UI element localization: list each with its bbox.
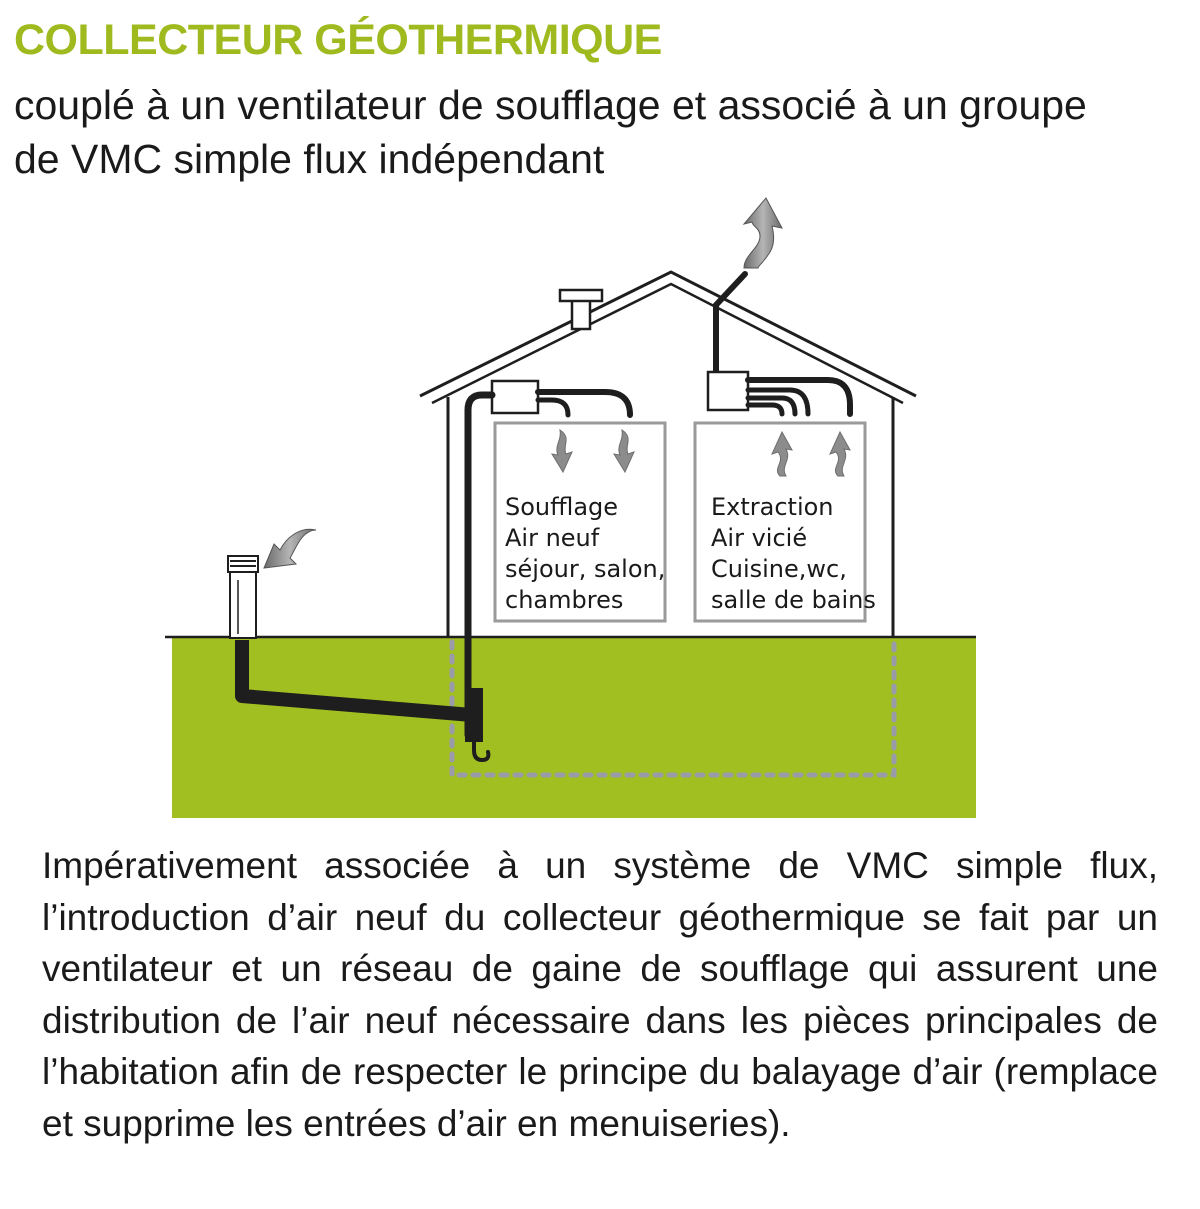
intake-arrow-icon <box>264 529 316 568</box>
extraction-ducts <box>748 380 850 414</box>
supply-room-line: séjour, salon, <box>505 555 666 583</box>
extract-room-line: Air vicié <box>711 524 808 552</box>
page-subtitle: couplé à un ventilateur de soufflage et associé à un groupe de VMC simple flux indépendant <box>14 82 1087 182</box>
supply-room-line: chambres <box>505 586 624 614</box>
supply-room-line: Soufflage <box>505 493 619 521</box>
extract-room-line: Cuisine,wc, <box>711 555 847 583</box>
house-roof <box>420 272 916 396</box>
exhaust-duct <box>716 274 745 375</box>
supply-ventilator <box>492 381 538 413</box>
air-intake-mast <box>228 556 258 638</box>
ground-soil <box>172 638 976 818</box>
extract-room-line: Extraction <box>711 493 834 521</box>
description-paragraph: Impérativement associée à un système de VMC simple flux, l’introduction d’air neuf du collecteur géothermique se fait par un ventilateur et un réseau de gaine de soufflage qui assurent une distribution de l’air neuf nécessaire dans les pièces principales de l’habitation afin de respecter le principe du balayage d’air (remplace et supprime les entrées d’air en menuiseries). <box>42 845 1158 1144</box>
vmc-extraction-unit <box>708 372 748 410</box>
extract-room-line: salle de bains <box>711 586 876 614</box>
supply-room-line: Air neuf <box>505 524 600 552</box>
exhaust-arrow-icon <box>744 198 782 268</box>
page-title: COLLECTEUR GÉOTHERMIQUE <box>14 16 662 64</box>
